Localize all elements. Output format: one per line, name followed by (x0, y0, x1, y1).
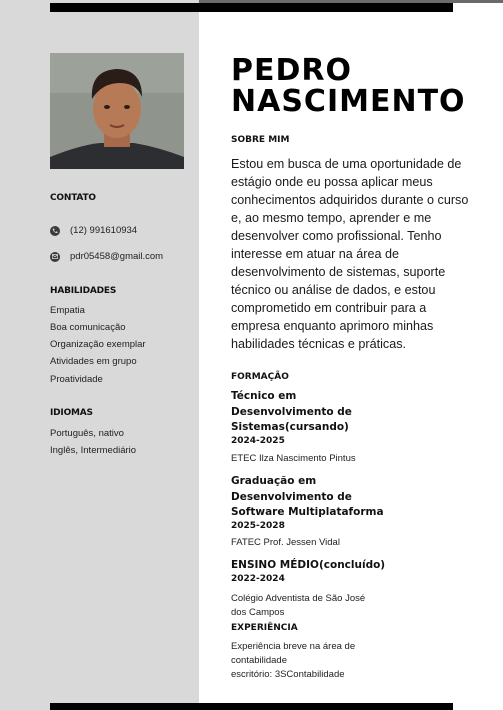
education-title-line: Desenvolvimento de (231, 405, 352, 418)
experience-line: Experiência breve na área de (231, 641, 356, 652)
about-heading: SOBRE MIM (231, 135, 290, 145)
education-title (231, 474, 384, 521)
email-text[interactable]: pdr05458@gmail.com (70, 251, 164, 262)
experience-heading: EXPERIÊNCIA (231, 623, 298, 633)
contact-email (50, 251, 163, 262)
experience-text (231, 640, 355, 682)
education-school: FATEC Prof. Jessen Vidal (231, 537, 340, 548)
phone-text: (12) 991610934 (70, 225, 138, 236)
education-title-line: Sistemas(cursando) (231, 421, 349, 433)
education-school-line: dos Campos (231, 607, 285, 618)
education-school (231, 592, 365, 620)
email-icon (50, 252, 60, 262)
languages-heading: IDIOMAS (50, 408, 93, 418)
about-text: Estou em busca de uma oportunidade de estágio onde eu possa aplicar meus conhecimentos adquiridos durante o curso e, ao mesmo tempo, aprender e me desenvolver como profissional. Tenho interesse em atuar na área de desenvolvimento de sistemas, suporte técnico ou análise de dados, e estou comprometido em contribuir para a empresa enquanto aprimoro minhas habilidades técnicas e práticas. (231, 157, 469, 351)
experience-line: escritório: 3SContabilidade (231, 669, 345, 680)
portrait-image (50, 53, 184, 169)
education-school: ETEC Ilza Nascimento Pintus (231, 453, 356, 464)
contact-heading: CONTATO (50, 193, 96, 203)
skill-item: Atividades em grupo (50, 356, 137, 367)
education-title-line: Desenvolvimento de (231, 490, 352, 503)
skill-item: Empatia (50, 305, 85, 316)
education-title-line: Técnico em (231, 390, 297, 402)
phone-icon (50, 226, 60, 236)
education-title (231, 558, 385, 574)
education-title (231, 389, 352, 436)
skill-item: Organização exemplar (50, 339, 146, 350)
skill-item: Proatividade (50, 374, 103, 385)
education-heading: FORMAÇÃO (231, 372, 289, 382)
name-line-2: NASCIMENTO (231, 84, 466, 119)
education-title-line: Graduação em (231, 475, 317, 487)
language-item: Português, nativo (50, 428, 124, 439)
name-line-1: PEDRO (231, 53, 352, 88)
contact-phone (50, 225, 137, 236)
experience-line: contabilidade (231, 655, 287, 666)
profile-photo (50, 53, 184, 169)
education-school-line: Colégio Adventista de São José (231, 593, 366, 604)
top-black-bar (50, 3, 453, 12)
language-item: Inglês, Intermediário (50, 445, 137, 456)
education-years: 2025-2028 (231, 521, 285, 531)
education-years: 2024-2025 (231, 436, 285, 446)
skills-heading: HABILIDADES (50, 286, 117, 296)
bottom-black-bar (50, 703, 453, 710)
skill-item: Boa comunicação (50, 322, 126, 333)
education-title-line: ENSINO MÉDIO(concluído) (231, 559, 386, 571)
person-name (231, 55, 466, 117)
education-years: 2022-2024 (231, 574, 285, 584)
education-title-line: Software Multiplataforma (231, 506, 384, 518)
